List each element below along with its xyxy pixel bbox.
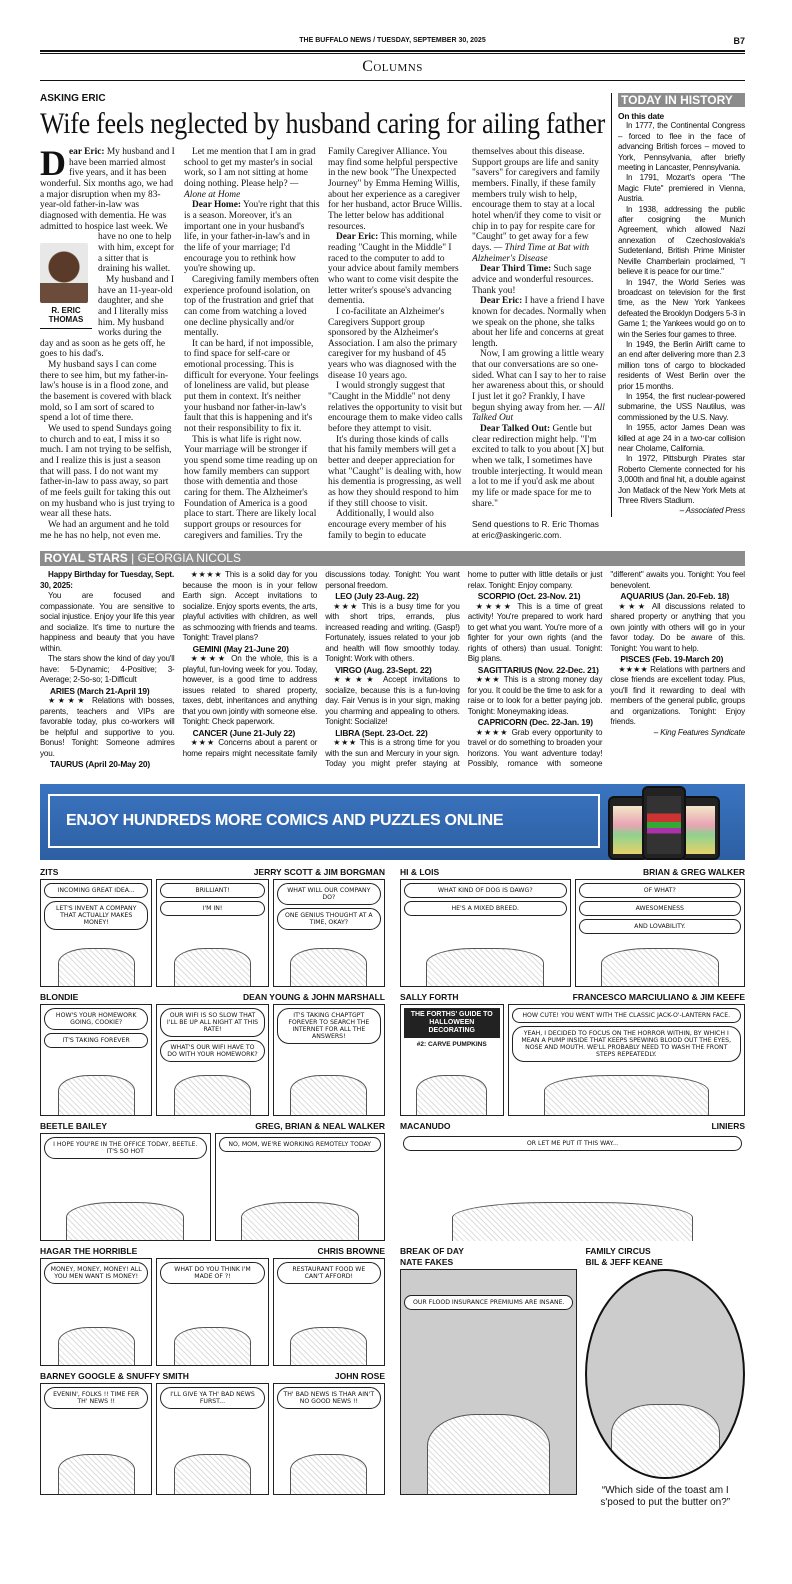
history-item: In 1949, the Berlin Airlift came to an end after delivering more than 2.3 million tons of cargo to blockaded residents of West Berlin over the prior 15 months. <box>618 339 745 391</box>
sign-reading <box>325 675 460 728</box>
comic-panel <box>585 1269 745 1479</box>
comic-panel <box>156 1004 268 1116</box>
comic-header <box>40 1246 385 1257</box>
comic-title: FAMILY CIRCUS <box>585 1245 651 1256</box>
comic-title-box: THE FORTHS' GUIDE TO HALLOWEEN DECORATING <box>404 1008 500 1038</box>
paragraph-text: This morning, while reading "Caught in the Middle" I raced to the computer to add to your advice about family members who want to come visit despite the letter writer's spouse's advancing dementia. <box>328 232 459 307</box>
author-headshot <box>40 243 88 303</box>
comic-panel <box>273 1383 385 1495</box>
paragraph-text: We used to spend Sundays going to church and to eat, I miss it so much. I am not trying to be selfish, and I realize this is just a season that will pass. I do not want my father-in-law to pass away, so part of me feels guilt for taking this out on my husband who is just trying to wear all these hats. <box>40 424 175 520</box>
article-paragraph <box>184 200 320 275</box>
comic-panel <box>273 1004 385 1116</box>
paragraph-text: Additionally, I would also encourage every member of his family to begin to educate themselves about this disease. Support groups are life and sanity "savers" for caregivers and family members. Finally, if these family members truly wish to help, encourage them to stay at a local hotel when/if they come to visit or chip in to pay for respite care for "Caught" to get away for a few days. <box>328 147 602 541</box>
comic-header <box>400 1121 745 1132</box>
comics-online-banner[interactable] <box>40 784 745 860</box>
masthead-rule <box>40 50 745 54</box>
speech-bubble: OUR FLOOD INSURANCE PREMIUMS ARE INSANE. <box>404 1295 573 1310</box>
history-item: In 1955, actor James Dean was killed at age 24 in a two-car collision near Cholame, California. <box>618 423 745 453</box>
contact-line: Send questions to R. Eric Thomas at eric@askingeric.com. <box>472 519 599 540</box>
comic-panel <box>508 1004 746 1116</box>
letter-signature: — All Talked Out <box>472 402 605 424</box>
article-paragraph <box>328 307 464 382</box>
birthday-heading: Happy Birthday for Tuesday, Sept. 30, 2025: <box>40 570 175 590</box>
sign-name: CANCER (June 21-July 22) <box>192 727 296 738</box>
comic-header <box>40 992 385 1003</box>
section-title: Columns <box>362 58 423 75</box>
history-item: In 1972, Pittsburgh Pirates star Roberto Clemente connected for his 3,000th and final hit, a double against Jon Matlack of the New York Mets at Three Rivers Stadium. <box>618 454 745 506</box>
speech-bubble: WHAT KIND OF DOG IS DAWG? <box>404 883 567 898</box>
comic-strip <box>40 1004 385 1116</box>
paragraph-lead: ear Eric: <box>69 147 105 157</box>
sign-text: This is a busy time for you with short trips, errands, plus increased reading and writing. (Gasp!) Fortunately, issues related to your job and health will flow smoothly today. Tonight: Work with others. <box>325 601 460 664</box>
sign-name: CAPRICORN (Dec. 22-Jan. 19) <box>477 717 593 728</box>
history-title: TODAY IN HISTORY <box>618 93 745 107</box>
star-rating: ★★★★ <box>48 696 92 706</box>
speech-bubble: IT'S TAKING CHAPTGPT FOREVER TO SEARCH THE INTERNET FOR ALL THE ANSWERS! <box>277 1008 381 1044</box>
speech-bubble: I HOPE YOU'RE IN THE OFFICE TODAY, BEETLE. IT'S SO HOT <box>44 1137 207 1159</box>
headline-wrap <box>40 107 605 143</box>
sign-reading <box>183 570 318 644</box>
stars-key: The stars show the kind of day you'll have: 5-Dynamic; 4-Positive; 3-Average; 2-So-so; 1-Difficult <box>40 654 175 685</box>
history-body <box>618 111 745 517</box>
history-source: – Associated Press <box>679 506 745 516</box>
comic-strip <box>400 1133 745 1241</box>
article-paragraph <box>472 349 608 424</box>
article-paragraph <box>40 360 176 424</box>
paragraph-text: Now, I am growing a little weary that our conversations are so one-sided. What can I say to her to raise her awareness about this, or should I just let it go? Frankly, I have begun shying away from her. <box>472 349 606 413</box>
sign-reading <box>183 654 318 728</box>
comic-panel <box>400 1269 577 1495</box>
comics-section <box>40 867 745 1516</box>
comic-title: SALLY FORTH <box>400 991 459 1002</box>
star-rating: ★★★ <box>190 738 219 748</box>
horoscope-byline: GEORGIA NICOLS <box>137 551 241 566</box>
comics-left-column <box>40 867 385 1516</box>
history-item: In 1954, the first nuclear-powered submarine, the USS Nautilus, was commissioned by the U.S. Navy. <box>618 391 745 422</box>
speech-bubble: I'M IN! <box>160 901 264 916</box>
sign-text: Relations with partners and close friends are excellent today. Plus, you'll find it rewarding to deal with members of the general public, groups and organizations. Tonight: Enjoy friends. <box>610 664 745 727</box>
sign-text: Accept invitations to socialize, because this is a fun-loving day. Fair Venus is in your sign, making you charming and appealing to others. Tonight: Socialize! <box>325 675 460 727</box>
paragraph-text: Caregiving family members often experience profound isolation, on top of the frustration and grief that can come from watching a loved one decline physically and/or mentally. <box>184 274 319 339</box>
sign-reading <box>468 602 603 665</box>
star-rating: ★★★ <box>475 675 504 685</box>
sign-text: This is a time of great activity! You're prepared to work hard to get what you want. You're more of a fighter for your own rights (and the rights of others) than usual. Tonight: Big plans. <box>467 601 603 664</box>
comic-barney-google <box>40 1371 385 1495</box>
article-body <box>40 143 608 541</box>
sign-text: On the whole, this is a playful, fun-loving week for you. Today, however, is a good time to address issues related to shared property, taxes, debt, inheritances and anything that you own jointly with someone else. Tonight: Check paperwork. <box>182 654 318 727</box>
paragraph-lead: Dear Third Time: <box>480 264 552 275</box>
comic-strip <box>400 879 745 987</box>
paragraph-text: I have a friend I have known for decades. Normally when we speak on the phone, she talks about her life and concerns at great length. <box>472 296 607 349</box>
page-number: B7 <box>733 36 745 46</box>
star-rating: ★★★★ <box>190 570 226 580</box>
speech-bubble: AWESOMENESS <box>579 901 742 916</box>
comic-author: NATE FAKES <box>400 1256 454 1267</box>
speech-bubble: NO, MOM, WE'RE WORKING REMOTELY TODAY <box>219 1137 382 1152</box>
comic-panel <box>40 1258 152 1366</box>
letter-signature: — Alone at Home <box>184 178 299 200</box>
sign-name: TAURUS (April 20-May 20) <box>50 759 151 770</box>
horoscope-title: ROYAL STARS <box>44 551 128 566</box>
speech-bubble: WHAT DO YOU THINK I'M MADE OF ?! <box>160 1262 264 1284</box>
comic-author: LINIERS <box>711 1120 745 1131</box>
sign-reading <box>610 665 745 728</box>
comic-panel <box>400 879 571 987</box>
comic-strip <box>400 1269 577 1495</box>
article-paragraph <box>328 232 464 307</box>
sign-reading <box>468 675 603 717</box>
comic-author: BRIAN & GREG WALKER <box>643 866 745 877</box>
comic-title: HAGAR THE HORRIBLE <box>40 1245 138 1256</box>
sign-text: This is a solid day for you because the moon is in your fellow Earth sign. Accept invitations to socialize. Enjoy sports events, the arts, playful activities with children, as well as schmoozing with friends and teams. Tonight: Travel plans? <box>182 570 318 643</box>
phone-image <box>642 786 686 860</box>
birthday-text: You are focused and compassionate. You are sensitive to social injustice. Enjoy your life this year and socialize. It's time to nurture the happiness and beauty that you have within. <box>40 591 175 653</box>
sign-name: ARIES (March 21-April 19) <box>50 685 150 696</box>
comic-caption: “Which side of the toast am I s'posed to put the butter on?” <box>600 1484 731 1508</box>
article-paragraph <box>472 424 608 509</box>
comic-strip <box>40 1133 385 1241</box>
comic-panel <box>215 1133 386 1241</box>
comic-panel <box>273 1258 385 1366</box>
comic-panel <box>156 1383 268 1495</box>
single-panel-row <box>400 1246 745 1516</box>
speech-bubble: TH' BAD NEWS IS THAR AIN'T NO GOOD NEWS !! <box>277 1387 381 1409</box>
speech-bubble: IT'S TAKING FOREVER <box>44 1033 148 1048</box>
author-photo-caption: R. ERIC THOMAS <box>40 306 92 329</box>
history-sidebar <box>611 93 745 517</box>
article-paragraph <box>184 147 320 200</box>
comic-title: HI & LOIS <box>400 866 440 877</box>
speech-bubble: EVENIN', FOLKS !! TIME FER TH' NEWS !! <box>44 1387 148 1409</box>
speech-bubble: HE'S A MIXED BREED. <box>404 901 567 916</box>
article-paragraph <box>184 275 320 339</box>
star-rating: ★★★★ <box>190 654 232 664</box>
sign-name: AQUARIUS (Jan. 20-Feb. 18) <box>620 591 730 602</box>
comic-author: JOHN ROSE <box>334 1370 385 1381</box>
comic-title: BLONDIE <box>40 991 79 1002</box>
speech-bubble: RESTAURANT FOOD WE CAN'T AFFORD! <box>277 1262 381 1284</box>
article-paragraph <box>40 520 176 541</box>
sign-name: LIBRA (Sept. 23-Oct. 22) <box>335 727 428 738</box>
comic-strip <box>40 1383 385 1495</box>
comic-beetle-bailey <box>40 1121 385 1241</box>
speech-bubble: HOW CUTE! YOU WENT WITH THE CLASSIC JACK-O'-LANTERN FACE. <box>512 1008 742 1023</box>
paragraph-text: My husband says I can come there to see him, but my father-in-law's house is in a flood zone, and the basement is covered with black mold, so I am sort of scared to spend a lot of time there. <box>40 360 172 424</box>
comic-family-circus <box>585 1246 745 1516</box>
speech-bubble: OR LET ME PUT IT THIS WAY... <box>403 1136 742 1151</box>
article-paragraph <box>184 339 320 435</box>
comic-panel <box>40 879 152 987</box>
speech-bubble: BRILLIANT! <box>160 883 264 898</box>
comic-header <box>40 1371 385 1382</box>
comic-author: JERRY SCOTT & JIM BORGMAN <box>253 866 385 877</box>
column-kicker: ASKING ERIC <box>40 93 106 104</box>
comic-panel <box>40 1004 152 1116</box>
author-photo <box>40 243 92 329</box>
sign-text: All discussions related to shared property or anything that you own jointly with others will go in your favor today. Do be aware of this. Tonight: You want to help. <box>610 601 745 653</box>
comic-header <box>400 867 745 878</box>
speech-bubble: LET'S INVENT A COMPANY THAT ACTUALLY MAKES MONEY! <box>44 901 148 930</box>
speech-bubble: HOW'S YOUR HOMEWORK GOING, COOKIE? <box>44 1008 148 1030</box>
paragraph-text: My husband and I have an 11-year-old daughter, and she and I literally miss him. My husband works during the day and as soon as he gets off, he goes to his dad's. <box>40 274 174 360</box>
sign-name: GEMINI (May 21-June 20) <box>192 643 289 654</box>
comic-macanudo <box>400 1121 745 1241</box>
paragraph-text: It can be hard, if not impossible, to find space for self-care or emotional processing. This is difficult for everyone. Your feelings of loneliness are valid, but please put them in context. It's neither your husband nor father-in-law's fault that this is happening and it's not their responsibility to fix it. <box>184 338 319 435</box>
masthead-text: THE BUFFALO NEWS / TUESDAY, SEPTEMBER 30, 2025 <box>299 37 486 44</box>
paragraph-text: It's during those kinds of calls that his family members will get a better and deeper appreciation for what "Caught" is dealing with, how his dementia is progressing, as well as how they should respond to him if they still choose to visit. <box>328 434 462 509</box>
sign-name: VIRGO (Aug. 23-Sept. 22) <box>335 664 432 675</box>
horoscope-body <box>40 570 745 770</box>
comic-header <box>400 1246 577 1268</box>
comic-panel <box>40 1133 211 1241</box>
sign-name: LEO (July 23-Aug. 22) <box>335 591 419 602</box>
comic-header <box>585 1246 745 1268</box>
comic-author: FRANCESCO MARCIULIANO & JIM KEEFE <box>572 991 745 1002</box>
paragraph-text: Let me mention that I am in grad school to get my master's in social work, so I am not sitting at home doing nothing. Please help? <box>184 147 316 189</box>
star-rating: ★★★★ <box>475 601 518 611</box>
comic-title: BEETLE BAILEY <box>40 1120 108 1131</box>
article-paragraph <box>472 264 608 296</box>
sign-reading <box>325 602 460 665</box>
comic-author: BIL & JEFF KEANE <box>585 1256 663 1267</box>
letter-signature: — Third Time at Bat with Alzheimer's Disease <box>472 242 590 264</box>
star-rating: ★★★★ <box>333 675 384 685</box>
paragraph-lead: Dear Home: <box>192 200 242 211</box>
comic-panel <box>156 879 268 987</box>
paragraph-text: We had an argument and he told me he has no help, not even me. <box>40 519 169 541</box>
comic-panel <box>40 1383 152 1495</box>
comic-panel <box>273 879 385 987</box>
comic-panel <box>400 1004 504 1116</box>
comic-panel <box>575 879 746 987</box>
comic-strip <box>585 1269 745 1479</box>
speech-bubble: WHAT WILL OUR COMPANY DO? <box>277 883 381 905</box>
article-paragraph <box>328 381 464 434</box>
comic-title: MACANUDO <box>400 1120 451 1131</box>
history-item: In 1791, Mozart's opera "The Magic Flute" premiered in Vienna, Austria. <box>618 173 745 204</box>
sign-text: This is a strong time for you with the sun and Mercury in your sign. Today you might prefer staying at home to putter with little details or just relax. Tonight: Enjoy company. <box>325 570 603 769</box>
comic-hagar <box>40 1246 385 1366</box>
star-rating: ★★★ <box>333 601 362 611</box>
speech-bubble: MONEY, MONEY, MONEY! ALL YOU MEN WANT IS MONEY! <box>44 1262 148 1284</box>
comic-author: GREG, BRIAN & NEAL WALKER <box>255 1120 385 1131</box>
history-item: In 1777, the Continental Congress – forced to flee in the face of advancing British forces – moved to York, Pennsylvania, after briefly meeting in Lancaster, Pennsylvania. <box>618 121 745 173</box>
sign-reading <box>610 602 745 655</box>
comic-strip <box>400 1004 745 1116</box>
masthead <box>40 34 745 48</box>
sign-name: SCORPIO (Oct. 23-Nov. 21) <box>477 591 581 602</box>
comic-hi-and-lois <box>400 867 745 987</box>
comic-title: BREAK OF DAY <box>400 1245 464 1256</box>
comic-subtitle: #2: CARVE PUMPKINS <box>416 1040 487 1048</box>
horoscope-header: ROYAL STARS | GEORGIA NICOLS <box>40 551 745 566</box>
sign-reading <box>40 696 175 759</box>
article-paragraph <box>472 296 608 349</box>
speech-bubble: INCOMING GREAT IDEA... <box>44 883 148 898</box>
comic-panel <box>156 1258 268 1366</box>
speech-bubble: AND LOVABILITY. <box>579 919 742 934</box>
comic-header <box>40 1121 385 1132</box>
paragraph-lead: Dear Eric: <box>480 296 523 307</box>
sign-name: PISCES (Feb. 19-March 20) <box>620 654 724 665</box>
paragraph-text: My husband and I have been married almost five years, and it has been wonderful. Six months ago, we had a major disruption when my 83-year-old father-in-law was diagnosed with dementia. He was admitted to hospice last week. We have no one to help with him, except for a sitter that is draining his wallet. <box>40 147 175 275</box>
headline: Wife feels neglected by husband caring for ailing father <box>40 107 606 140</box>
speech-bubble: YEAH, I DECIDED TO FOCUS ON THE HORROR WITHIN, BY WHICH I MEAN A PUMP INSIDE THAT KEEPS SPEWING BLOOD OUT THE EYES, NOSE AND MOUTH. WE'LL PROBABLY NEED TO WASH THE FRONT STEPS REPEATEDLY. <box>512 1026 742 1062</box>
comic-header <box>40 867 385 878</box>
comic-sally-forth <box>400 992 745 1116</box>
comic-header <box>400 992 745 1003</box>
star-rating: ★★★ <box>333 738 360 748</box>
paragraph-text: I would strongly suggest that "Caught in the Middle" not deny relatives the opportunity to visit but encourage them to make video calls before they attempt to visit. <box>328 381 463 435</box>
paragraph-text: You're right that this is a season. Moreover, it's an important one in your husband's life, in your father-in-law's and in the life of your marriage; I'd encourage you to rethink how you're showing up. <box>184 200 320 275</box>
main-column <box>40 93 611 541</box>
banner-text: ENJOY HUNDREDS MORE COMICS AND PUZZLES ONLINE <box>66 811 504 829</box>
paragraph-text: Gentle but clear redirection might help. "I'm excited to talk to you about [X] but when we talk, I sometimes have trouble interjecting. It would mean a lot to me if you'd ask me about my life or made space for me to share." <box>472 424 605 509</box>
speech-bubble: I'LL GIVE YA TH' BAD NEWS FURST... <box>160 1387 264 1409</box>
star-rating: ★★★★ <box>475 727 512 737</box>
speech-bubble: ONE GENIUS THOUGHT AT A TIME, OKAY? <box>277 908 381 930</box>
comic-break-of-day <box>400 1246 577 1496</box>
comic-strip <box>40 1258 385 1366</box>
paragraph-text: This is what life is right now. Your marriage will be stronger if you spend some time reading up on how family members can support those with dementia and those caring for them. The Alzheimer's Foundation of America is a good place to start. There are likely local support groups or resources for caregivers and families. Try the Family Caregiver Alliance. You may find some helpful perspective in the new book "The Unexpected Journey" by Emma Heming Willis, about her experience as a caregiver for her husband, actor Bruce Willis. The letter below has additional resources. <box>184 147 463 541</box>
sign-text: This is a strong money day for you. It could be the time to ask for a raise or to look for a better paying job. Tonight: Moneymaking ideas. <box>467 675 603 716</box>
history-item: In 1947, the World Series was broadcast on television for the first time, as the New York Yankees defeated the Brooklyn Dodgers 5-3 in Game 1; the Yankees would go on to win the Series four games to three. <box>618 277 745 339</box>
sign-name: SAGITTARIUS (Nov. 22-Dec. 21) <box>477 664 599 675</box>
speech-bubble: OUR WIFI IS SO SLOW THAT I'LL BE UP ALL NIGHT AT THIS RATE! <box>160 1008 264 1037</box>
section-rule <box>40 80 745 81</box>
sign-text: Grab every opportunity to travel or do something to broaden your horizons. You want adventure today! Possibly, romance with someone "different" awaits you. Tonight: You feel benevolent. <box>467 570 745 769</box>
comic-title: BARNEY GOOGLE & SNUFFY SMITH <box>40 1370 189 1381</box>
sign-text: Relations with bosses, parents, teachers and VIPs are favorable today, plus co-workers will be helpful and supportive to you. Bonus! Tonight: Someone admires you. <box>40 696 175 758</box>
paragraph-text: Such sage advice and wonderful resources. Thank you! <box>472 264 594 296</box>
comic-zits <box>40 867 385 987</box>
comic-author: CHRIS BROWNE <box>317 1245 385 1256</box>
drop-cap: D <box>40 143 66 183</box>
star-rating: ★★★★ <box>618 664 651 674</box>
paragraph-lead: Dear Talked Out: <box>480 424 551 435</box>
comic-author: DEAN YOUNG & JOHN MARSHALL <box>243 991 385 1002</box>
history-heading: On this date <box>618 111 664 121</box>
paragraph-text: I co-facilitate an Alzheimer's Caregivers Support group sponsored by the Alzheimer's Association. I am also the primary caregiver for my husband of 45 years who was diagnosed with the disease 10 years ago. <box>328 306 458 381</box>
comic-title: ZITS <box>40 866 59 877</box>
sign-text: Concerns about a parent or home repairs might necessitate family discussions today. Tonight: You want personal freedom. <box>182 570 460 758</box>
top-section <box>40 93 745 541</box>
comic-panel <box>400 1133 745 1241</box>
phone-image <box>680 796 720 860</box>
paragraph-lead: Dear Eric: <box>336 232 379 243</box>
star-rating: ★★★ <box>618 601 652 611</box>
comic-strip <box>40 879 385 987</box>
article-paragraph <box>40 424 176 520</box>
comics-right-column <box>400 867 745 1516</box>
speech-bubble: OF WHAT? <box>579 883 742 898</box>
article-paragraph <box>328 435 464 510</box>
speech-bubble: WHAT'S OUR WIFI HAVE TO DO WITH YOUR HOMEWORK? <box>160 1040 264 1062</box>
comic-blondie <box>40 992 385 1116</box>
horoscope-source: – King Features Syndicate <box>653 727 745 737</box>
history-item: In 1938, addressing the public after cosigning the Munich Agreement, which allowed Nazi annexation of Czechoslovakia's Sudetenland, British Prime Minister Neville Chamberlain proclaimed, "I believe it is peace for our time." <box>618 204 745 277</box>
